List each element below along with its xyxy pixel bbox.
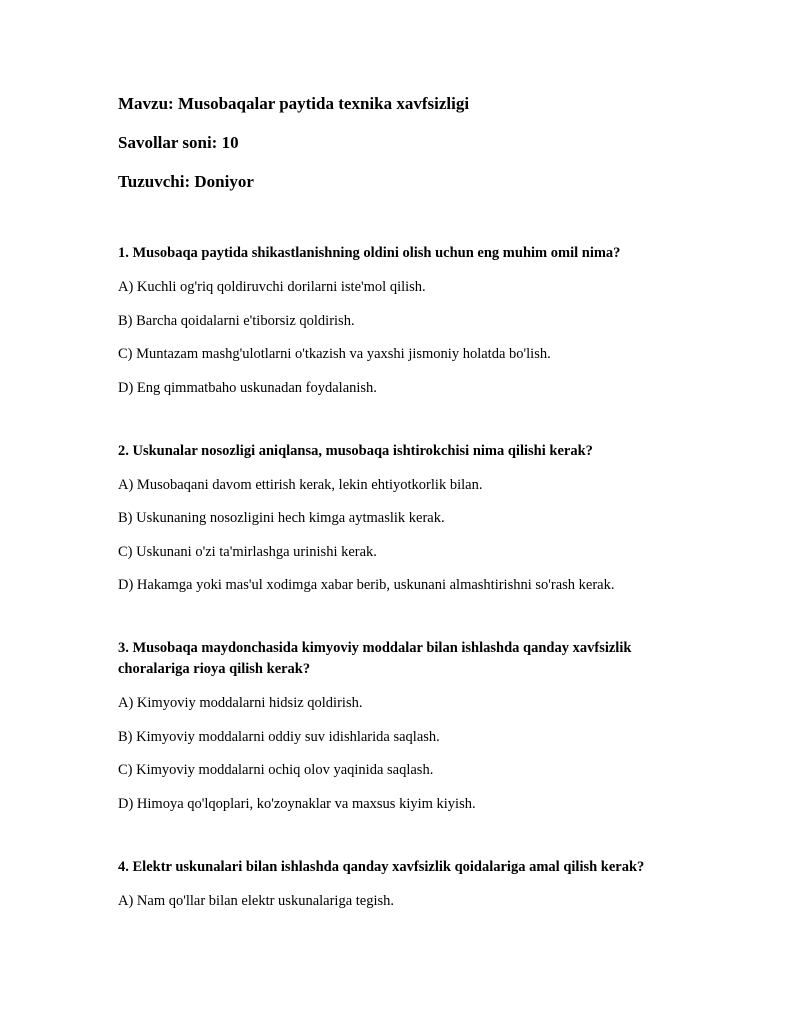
- topic-heading: Mavzu: Musobaqalar paytida texnika xavfsizligi: [118, 94, 470, 113]
- question-4: [118, 857, 688, 911]
- question-text: 2. Uskunalar nosozligi aniqlansa, musobaqa ishtirokchisi nima qilishi kerak?: [118, 442, 593, 459]
- option-c: C) Kimyoviy moddalarni ochiq olov yaqinida saqlash.: [118, 762, 434, 778]
- question-1: [118, 243, 688, 398]
- option-a: A) Kimyoviy moddalarni hidsiz qoldirish.: [118, 695, 363, 711]
- option-a: A) Musobaqani davom ettirish kerak, lekin ehtiyotkorlik bilan.: [118, 476, 483, 493]
- document-content: [118, 93, 688, 954]
- author-heading: Tuzuvchi: Doniyor: [118, 172, 254, 191]
- option-b: B) Kimyoviy moddalarni oddiy suv idishlarida saqlash.: [118, 728, 440, 745]
- option-d: D) Hakamga yoki mas'ul xodimga xabar berib, uskunani almashtirishni so'rash kerak.: [118, 577, 615, 593]
- option-d: D) Himoya qo'lqoplari, ko'zoynaklar va maxsus kiyim kiyish.: [118, 795, 476, 812]
- question-2: [118, 441, 688, 596]
- question-count-heading: Savollar soni: 10: [118, 133, 239, 152]
- option-b: B) Barcha qoidalarni e'tiborsiz qoldirish.: [118, 312, 355, 329]
- option-c: C) Uskunani o'zi ta'mirlashga urinishi kerak.: [118, 543, 377, 560]
- option-b: B) Uskunaning nosozligini hech kimga aytmaslik kerak.: [118, 510, 445, 526]
- question-3: [118, 638, 688, 814]
- document-header: [118, 93, 688, 193]
- question-list: [118, 243, 688, 911]
- option-d: D) Eng qimmatbaho uskunadan foydalanish.: [118, 379, 377, 396]
- question-text: 1. Musobaqa paytida shikastlanishning oldini olish uchun eng muhim omil nima?: [118, 245, 621, 261]
- option-c: C) Muntazam mashg'ulotlarni o'tkazish va yaxshi jismoniy holatda bo'lish.: [118, 346, 551, 362]
- option-a: A) Nam qo'llar bilan elektr uskunalariga tegish.: [118, 892, 395, 909]
- option-a: A) Kuchli og'riq qoldiruvchi dorilarni iste'mol qilish.: [118, 279, 426, 295]
- question-text: 3. Musobaqa maydonchasida kimyoviy moddalar bilan ishlashda qanday xavfsizlik choralariga rioya qilish kerak?: [118, 640, 632, 677]
- question-text: 4. Elektr uskunalari bilan ishlashda qanday xavfsizlik qoidalariga amal qilish kerak?: [118, 858, 645, 875]
